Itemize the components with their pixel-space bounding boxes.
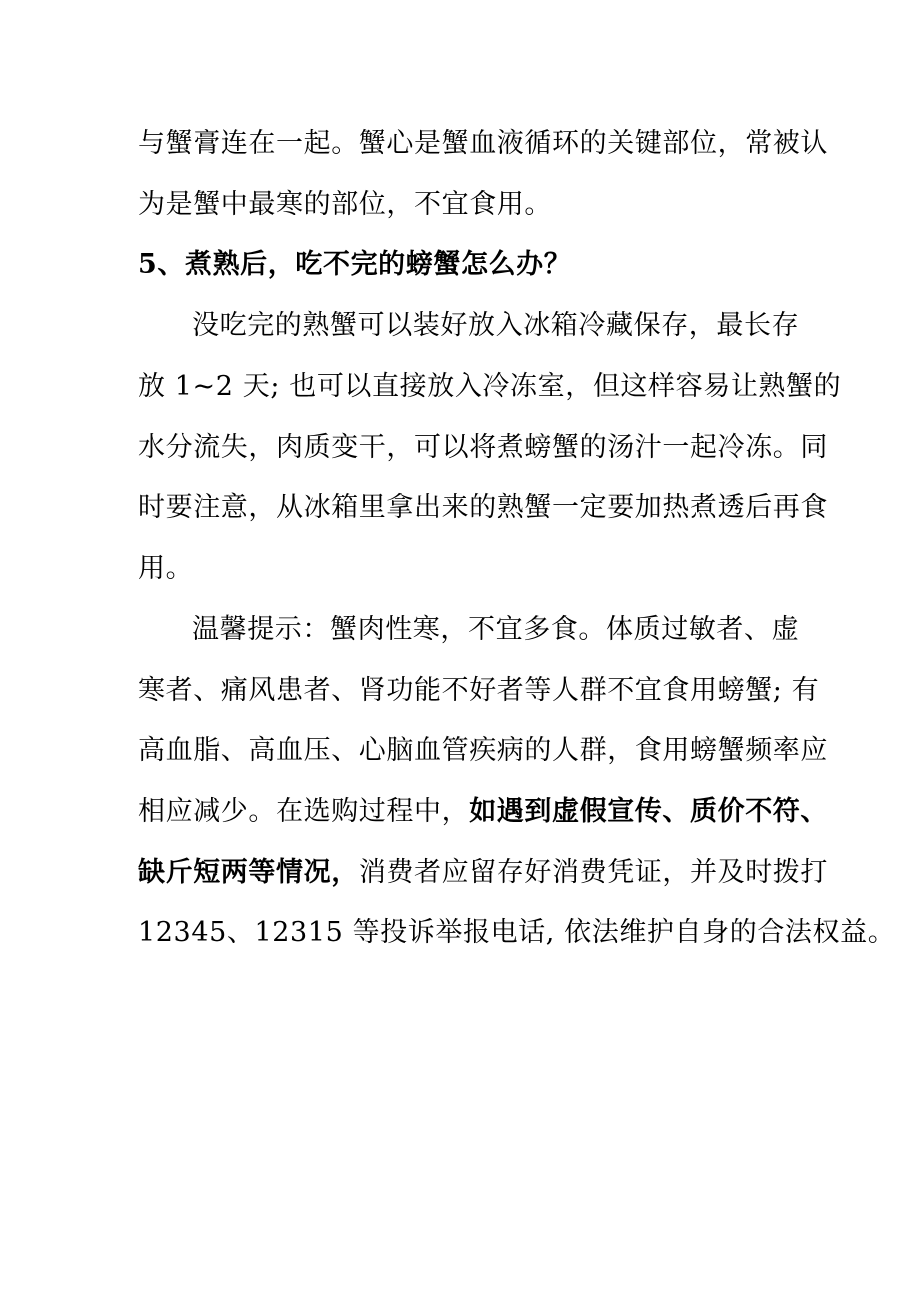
- paragraph-line-2: 放 1~2 天; 也可以直接放入冷冻室，但这样容易让熟蟹的: [138, 371, 842, 402]
- paragraph-line-4: 时要注意，从冰箱里拿出来的熟蟹一定要加热煮透后再食: [138, 492, 828, 523]
- tip-line-1: 温馨提示：蟹肉性寒，不宜多食。体质过敏者、虚: [192, 614, 800, 645]
- paragraph-line-3: 水分流失，肉质变干，可以将煮螃蟹的汤汁一起冷冻。同: [138, 432, 828, 463]
- section-heading: 5、煮熟后，吃不完的螃蟹怎么办？: [138, 249, 572, 280]
- tip-line-5: [138, 851, 829, 895]
- tip-line-5-normal: 消费者应留存好消费凭证，并及时拨打: [358, 857, 829, 888]
- continuation-line-2: 为是蟹中最寒的部位，不宜食用。: [138, 189, 552, 220]
- tip-line-4-normal: 相应减少。在选购过程中，: [138, 796, 470, 827]
- tip-line-2: 寒者、痛风患者、肾功能不好者等人群不宜食用螃蟹; 有: [138, 675, 820, 706]
- tip-line-4-bold: 如遇到虚假宣传、质价不符、: [469, 796, 829, 827]
- paragraph-line-5: 用。: [138, 553, 194, 584]
- tip-line-6: 12345、12315 等投诉举报电话, 依法维护自身的合法权益。: [138, 917, 896, 948]
- continuation-line-1: 与蟹膏连在一起。蟹心是蟹血液循环的关键部位，常被认: [138, 128, 828, 159]
- tip-line-3: 高血脂、高血压、心脑血管疾病的人群，食用螃蟹频率应: [138, 735, 828, 766]
- paragraph-line-1: 没吃完的熟蟹可以装好放入冰箱冷藏保存，最长存: [192, 310, 800, 341]
- tip-line-5-bold: 缺斤短两等情况，: [138, 857, 359, 888]
- tip-line-4: [138, 790, 829, 834]
